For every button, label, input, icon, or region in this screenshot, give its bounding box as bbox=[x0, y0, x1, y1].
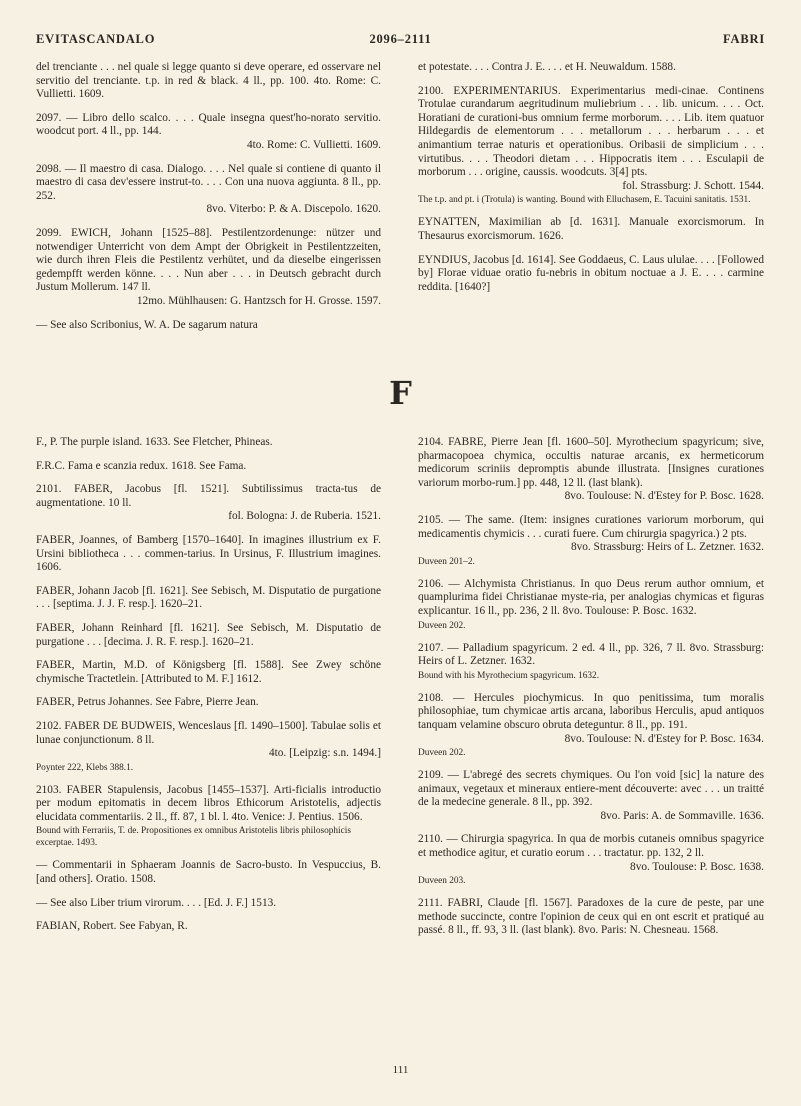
entry-text: 2109. — L'abregé des secrets chymiques. Ou l'on void [sic] la nature des animaux, vegetaux et mineraux entiere-ment découverte: avec . . . un traitté de la medecine generale. 8 ll., pp. 392. bbox=[418, 769, 764, 809]
catalog-entry bbox=[36, 859, 381, 886]
entry-text: FABER, Joannes, of Bamberg [1570–1640]. In imagines illustrium ex F. Ursini bibliotheca . . . commen-tarius. In Ursinus, F. Illustrium imagines. 1606. bbox=[36, 533, 381, 574]
entry-text: 2100. EXPERIMENTARIUS. Experimentarius medi-cinae. Continens Trotulae curandarum aegritudinum muliebrium . . . lib. unicum. . . . Oct. Horatiani de curationi-bus omnium ferme morborum. . . . Lib. item quatuor Hildegardis de elementorum . . . metallorum . . . herbarum . . . et animantium terrae naturis et operationibus. Oribasii de simplicium . . . virtutibus. . . . Theodori dietam . . . Hippocratis item . . . Esculapii de morborum . . . origine, caussis. woodcuts. 3[4] pts. bbox=[418, 84, 764, 179]
entry-text: 2107. — Palladium spagyricum. 2 ed. 4 ll., pp. 326, 7 ll. 8vo. Strassburg: Heirs of L. Zetzner. 1632. bbox=[418, 641, 764, 668]
catalog-entry bbox=[36, 659, 381, 686]
entry-imprint: fol. Strassburg: J. Schott. 1544. bbox=[622, 179, 764, 192]
header-right: FABRI bbox=[723, 32, 765, 46]
entry-note: Duveen 201–2. bbox=[418, 556, 475, 567]
entry-note: Poynter 222, Klebs 388.1. bbox=[36, 762, 134, 773]
catalog-entry bbox=[418, 436, 764, 504]
entry-text: FABER, Johann Jacob [fl. 1621]. See Sebisch, M. Disputatio de purgatione . . . [septima. J. J. F. resp.]. 1620–21. bbox=[36, 584, 381, 611]
header-left: EVITASCANDALO bbox=[36, 32, 156, 46]
entry-text: 2106. — Alchymista Christianus. In quo Deus rerum author omnium, et quamplurima fidei Christianae myste-ria, per analogias chymicas et figuras explicantur. 16 ll., pp. 236, 2 ll. 8vo. Toulouse: P. Bosc. 1632. bbox=[418, 577, 764, 617]
entry-text: 2101. FABER, Jacobus [fl. 1521]. Subtilissimus tracta-tus de augmentatione. 10 ll. bbox=[36, 483, 381, 509]
catalog-entry bbox=[418, 514, 764, 568]
catalog-entry bbox=[418, 692, 764, 759]
catalog-entry bbox=[36, 112, 381, 153]
catalog-entry bbox=[36, 622, 381, 649]
entry-text: FABER, Petrus Johannes. See Fabre, Pierre Jean. bbox=[36, 696, 259, 709]
top-left-column bbox=[36, 61, 381, 342]
entry-text: 2099. EWICH, Johann [1525–88]. Pestilentzordenunge: nützer und notwendiger Unterricht von dem Ampt der Obrigkeit in Pestilentzzeiten, wie durch ihren Fleis die Pestilentz verhütet, und da dieselbe eingerissen gedempfft werden könne. . . . Nun aber . . . in Deutsch gebracht durch Justum Mollerum. 147 ll. bbox=[36, 226, 381, 294]
catalog-entry bbox=[418, 254, 764, 295]
page-number: 111 bbox=[392, 1064, 409, 1076]
entry-imprint: 8vo. Viterbo: P. & A. Discepolo. 1620. bbox=[206, 203, 381, 216]
entry-imprint: 8vo. Strassburg: Heirs of L. Zetzner. 1632. bbox=[570, 541, 764, 554]
header-center: 2096–2111 bbox=[369, 32, 432, 46]
catalog-entry bbox=[418, 833, 764, 887]
entry-text: 2098. — Il maestro di casa. Dialogo. . . . Nel quale si contiene di quanto il maestro di casa dev'essere instrut-to. . . . Con una nuova aggiunta. 8 ll., pp. 252. bbox=[36, 162, 381, 202]
entry-text: 2103. FABER Stapulensis, Jacobus [1455–1537]. Arti-ficialis introductio per modum epitomatis in decem libros Ethicorum Aristotelis, adjectis elucidata commentariis. 2 ll., ff. 87, 1 bl. l. 4to. Venice: J. Pentius. 1506. bbox=[36, 783, 381, 823]
running-header bbox=[36, 32, 765, 50]
entry-imprint: 4to. [Leipzig: s.n. 1494.] bbox=[268, 747, 381, 760]
catalog-entry bbox=[36, 720, 381, 774]
entry-text: FABER, Johann Reinhard [fl. 1621]. See Sebisch, M. Disputatio de purgatione . . . [decima. J. R. F. resp.]. 1620–21. bbox=[36, 621, 381, 648]
entry-text: FABER, Martin, M.D. of Königsberg [fl. 1588]. See Zwey schöne chymische Tractetlein. [Attributed to M. F.] 1612. bbox=[36, 659, 381, 685]
section-letter: F bbox=[389, 374, 412, 412]
bottom-left-column bbox=[36, 436, 381, 944]
entry-note: Bound with his Myrothecium spagyricum. 1632. bbox=[418, 670, 600, 681]
catalog-entry bbox=[36, 920, 381, 934]
entry-text: EYNDIUS, Jacobus [d. 1614]. See Goddaeus, C. Laus ululae. . . . [Followed by] Florae viduae oratio fu-nebris in obitum noctuae a J. E. . . . carmine reddita. [1640?] bbox=[418, 253, 764, 293]
entry-text: del trenciante . . . nel quale si legge quanto si deve operare, ed osservare nel servitio del trenciante. t.p. in red & black. 4 ll., pp. 100. 4to. Rome: C. Vullietti. 1609. bbox=[36, 61, 381, 101]
catalog-entry bbox=[418, 769, 764, 823]
catalog-entry bbox=[36, 460, 381, 474]
entry-text: — See also Scribonius, W. A. De sagarum natura bbox=[36, 318, 258, 331]
entry-text: F., P. The purple island. 1633. See Fletcher, Phineas. bbox=[36, 436, 273, 448]
catalog-entry bbox=[36, 163, 381, 217]
catalog-entry bbox=[36, 436, 381, 450]
catalog-entry bbox=[418, 216, 764, 243]
entry-text: EYNATTEN, Maximilian ab [d. 1631]. Manuale exorcismorum. In Thesaurus exorcismorum. 1626. bbox=[418, 216, 764, 242]
entry-text: 2108. — Hercules piochymicus. In quo penitissima, tum moralis philosophiae, tum chymicae artis arcana, laboribus Herculis, apud antiquos tanquam velamine obscuro obruta deteguntur. 8 ll., pp. 191. bbox=[418, 691, 764, 731]
entry-text: FABIAN, Robert. See Fabyan, R. bbox=[36, 920, 188, 933]
entry-text: 2097. — Libro dello scalco. . . . Quale insegna quest'ho-norato servitio. woodcut port. 4 ll., pp. 144. bbox=[36, 111, 381, 138]
entry-text: 2110. — Chirurgia spagyrica. In qua de morbis cutaneis omnibus spagyrice et methodice agitur, et curatio eorum . . . tractatur. pp. 132, 2 ll. bbox=[418, 833, 764, 860]
entry-note: Duveen 202. bbox=[418, 620, 466, 631]
catalog-entry bbox=[418, 578, 764, 632]
entry-imprint: fol. Bologna: J. de Ruberia. 1521. bbox=[228, 510, 381, 523]
bottom-right-column bbox=[418, 436, 764, 948]
entry-text: — Commentarii in Sphaeram Joannis de Sacro-busto. In Vespuccius, B. [and others]. Oratio. 1508. bbox=[36, 859, 381, 886]
catalog-entry bbox=[36, 319, 381, 333]
entry-note: Duveen 203. bbox=[418, 876, 466, 887]
catalog-entry bbox=[36, 585, 381, 612]
entry-text: — See also Liber trium virorum. . . . [Ed. J. F.] 1513. bbox=[36, 896, 277, 909]
entry-text: F.R.C. Fama e scanzia redux. 1618. See Fama. bbox=[36, 459, 247, 472]
catalog-entry bbox=[36, 534, 381, 575]
catalog-entry bbox=[36, 483, 381, 524]
entry-imprint: 8vo. Toulouse: N. d'Estey for P. Bosc. 1634. bbox=[564, 732, 764, 745]
catalog-entry bbox=[418, 61, 764, 75]
entry-imprint: 4to. Rome: C. Vullietti. 1609. bbox=[246, 138, 381, 151]
entry-imprint: 8vo. Paris: A. de Sommaville. 1636. bbox=[600, 809, 764, 822]
catalog-entry bbox=[36, 784, 381, 850]
catalog-entry bbox=[418, 897, 764, 938]
entry-text: 2105. — The same. (Item: insignes curationes variorum morborum, qui medicamentis chymicis . . . curati fuere. Cum chirurgia spagyrica.) 2 pts. bbox=[418, 513, 764, 540]
catalog-entry bbox=[418, 642, 764, 682]
entry-text: 2111. FABRI, Claude [fl. 1567]. Paradoxes de la cure de peste, par une methode succincte, contre l'opinion de ceux qui en ont escrit et pratiqué au passé. 8 ll., ff. 93, 3 ll. (last blank). 8vo. Paris: N. Chesneau. 1568. bbox=[418, 897, 764, 937]
entry-note: Duveen 202. bbox=[418, 748, 466, 759]
entry-text: et potestate. . . . Contra J. E. . . . et H. Neuwaldum. 1588. bbox=[418, 61, 676, 73]
entry-text: 2104. FABRE, Pierre Jean [fl. 1600–50]. Myrothecium spagyricum; sive, pharmacopoea chymica, occultis naturae arcanis, ex hermeticorum medicorum scriniis depromptis abunde illustrata. [Insignes curationes variorum morbo-rum.] pp. 448, 12 ll. (last blank). bbox=[418, 436, 764, 489]
entry-imprint: 12mo. Mühlhausen: G. Hantzsch for H. Grosse. 1597. bbox=[136, 294, 381, 307]
entry-note: The t.p. and pt. i (Trotula) is wanting. Bound with Elluchasem, E. Tacuini sanitatis. 1531. bbox=[418, 195, 751, 206]
entry-text: 2102. FABER DE BUDWEIS, Wenceslaus [fl. 1490–1500]. Tabulae solis et lunae conjunctionum. 8 ll. bbox=[36, 719, 381, 746]
top-right-column bbox=[418, 61, 764, 304]
catalog-entry bbox=[36, 61, 381, 102]
catalog-entry bbox=[36, 897, 381, 911]
catalog-entry bbox=[36, 227, 381, 309]
entry-note: Bound with Ferrariis, T. de. Propositiones ex omnibus Aristotelis libris philosophicis excerptae. 1493. bbox=[36, 826, 351, 849]
catalog-entry bbox=[418, 85, 764, 207]
catalog-entry bbox=[36, 696, 381, 710]
entry-imprint: 8vo. Toulouse: N. d'Estey for P. Bosc. 1628. bbox=[564, 490, 764, 503]
entry-imprint: 8vo. Toulouse: P. Bosc. 1638. bbox=[630, 860, 764, 873]
